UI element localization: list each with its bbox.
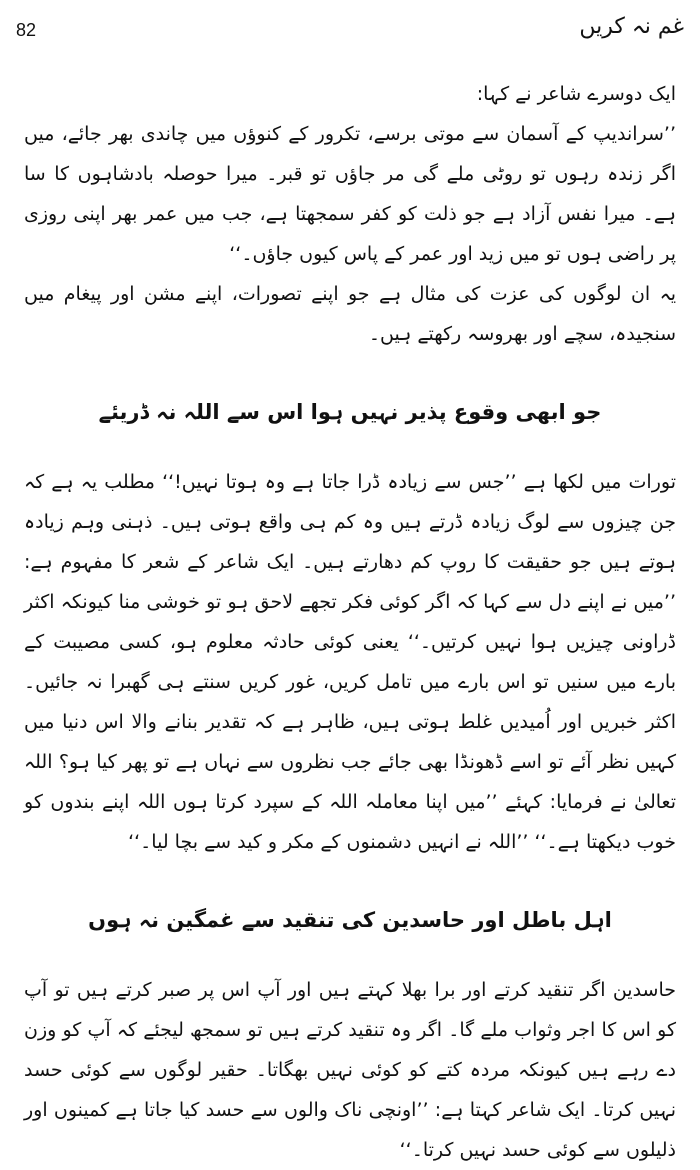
page-body bbox=[24, 74, 676, 1170]
section-heading-fear: جو ابھی وقوع پذیر نہیں ہوا اس سے اللہ نہ ڈریئے bbox=[98, 400, 602, 424]
page-number: 82 bbox=[16, 20, 37, 40]
running-title: غم نہ کریں bbox=[579, 14, 684, 39]
section-heading-envy: اہل باطل اور حاسدین کی تنقید سے غمگین نہ ہوں bbox=[88, 908, 612, 932]
poem-quote: ’’سراندیپ کے آسمان سے موتی برسے، تکرور کے کنوؤں میں چاندی بھر جائے، میں اگر زندہ رہوں تو روٹی ملے گی مر جاؤں تو قبر۔ میرا حوصلہ بادشاہوں کا سا ہے۔ میرا نفس آزاد ہے جو ذلت کو کفر سمجھتا ہے، جب میں عمر بھر اپنی روزی پر راضی ہوں تو میں زید اور عمر کے پاس کیوں جاؤں۔‘‘ bbox=[24, 123, 676, 265]
paragraph-envy: حاسدین اگر تنقید کرتے اور برا بھلا کہتے ہیں اور آپ اس پر صبر کرتے ہیں تو آپ کو اس کا اجر وثواب ملے گا۔ اگر وہ تنقید کرتے ہیں تو سمجھ لیجئے کہ آپ کو وزن دے رہے ہیں کیونکہ مردہ کتے کو کوئی نہیں بھگاتا۔ حقیر لوگوں سے کوئی حسد نہیں کرتا۔ ایک شاعر کہتا ہے: ’’اونچی ناک والوں سے حسد کیا جاتا ہے کمینوں اور ذلیلوں سے کوئی حسد نہیں کرتا۔‘‘ bbox=[24, 979, 676, 1161]
paragraph-fear: تورات میں لکھا ہے ’’جس سے زیادہ ڈرا جاتا ہے وہ ہوتا نہیں!‘‘ مطلب یہ ہے کہ جن چیزوں سے لوگ زیادہ ڈرتے ہیں وہ کم ہی واقع ہوتی ہیں۔ ذہنی وہم زیادہ ہوتے ہیں جو حقیقت کا روپ کم دھارتے ہیں۔ ایک شاعر کے شعر کا مفہوم ہے: ’’میں نے اپنے دل سے کہا کہ اگر کوئی فکر تجھے لاحق ہو تو خوشی منا کیونکہ اکثر ڈراونی چیزیں ہوا نہیں کرتیں۔‘‘ یعنی کوئی حادثہ معلوم ہو، کسی مصیبت کے بارے میں سنیں تو اس بارے میں تامل کریں، غور کریں سنتے ہی گھبرا نہ جائیں۔ اکثر خبریں اور اُمیدیں غلط ہوتی ہیں، ظاہر ہے کہ تقدیر بنانے والا اس دنیا میں کہیں نظر آئے تو اسے ڈھونڈا بھی جائے جب نظروں سے نہاں ہے تو پھر کیا ہو؟ اللہ تعالیٰ نے فرمایا: کہئے ’’میں اپنا معاملہ اللہ کے سپرد کرتا ہوں اللہ اپنے بندوں کو خوب دیکھتا ہے۔‘‘ ’’اللہ نے انہیں دشمنوں کے مکر و کید سے بچا لیا۔‘‘ bbox=[24, 471, 676, 853]
paragraph-honor: یہ ان لوگوں کی عزت کی مثال ہے جو اپنے تصورات، اپنے مشن اور پیغام میں سنجیدہ، سچے اور بھروسہ رکھتے ہیں۔ bbox=[24, 283, 676, 345]
intro-line: ایک دوسرے شاعر نے کہا: bbox=[476, 83, 676, 105]
